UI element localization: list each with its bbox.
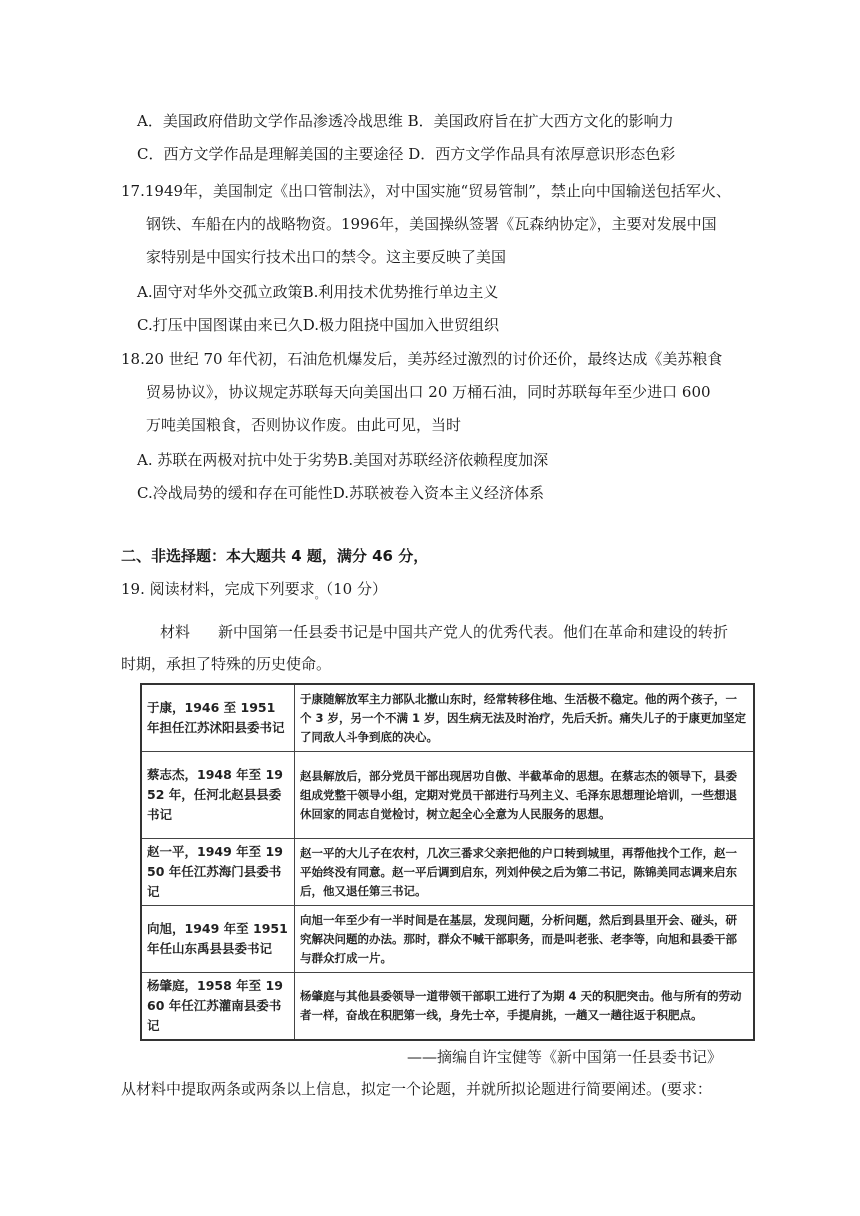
- q18-option-b: B.美国对苏联经济依赖程度加深: [337, 451, 549, 469]
- q18-stem-line3: 万吨美国粮食，否则协议作废。由此可见，当时: [146, 416, 462, 434]
- q16-option-a: A．美国政府借助文学作品渗透冷战思维: [137, 112, 403, 130]
- q18-option-a: A. 苏联在两极对抗中处于劣势: [137, 451, 338, 469]
- table-row: [141, 684, 754, 752]
- table-cell-person: 于康，1946 至 1951 年担任江苏沭阳县委书记: [141, 684, 295, 752]
- q17-options-row2: [137, 314, 499, 336]
- table-cell-deed: 赵县解放后，部分党员干部出现居功自傲、半截革命的思想。在蔡志杰的领导下，县委组成党整干领导小组，定期对党员干部进行马列主义、毛泽东思想理论培训，一些想退休回家的同志自觉检讨，树立起全心全意为人民服务的思想。: [295, 752, 755, 839]
- q19-material-line1: [160, 621, 728, 643]
- table-cell-person: 杨肇庭，1958 年至 1960 年任江苏灌南县委书记: [141, 973, 295, 1041]
- q18-option-c: C.冷战局势的缓和存在可能性: [137, 484, 333, 502]
- q17-option-b: B.利用技术优势推行单边主义: [302, 283, 499, 301]
- q17-stem-line3: 家特别是中国实行技术出口的禁令。这主要反映了美国: [146, 248, 507, 266]
- q18-stem-line1: 18.20 世纪 70 年代初，石油危机爆发后，美苏经过激烈的讨价还价，最终达成《美苏粮食: [121, 350, 723, 368]
- q18-options-row1: [137, 449, 548, 471]
- q17-stem-line2: 钢铁、车船在内的战略物资。1996年，美国操纵签署《瓦森纳协定》，主要对发展中国: [146, 215, 717, 233]
- q19-task: 从材料中提取两条或两条以上信息，拟定一个论题，并就所拟论题进行简要阐述。(要求：: [121, 1080, 712, 1098]
- table-cell-deed: 向旭一年至少有一半时间是在基层，发现问题，分析问题，然后到县里开会、碰头，研究解决问题的办法。那时，群众不喊干部职务，而是叫老张、老李等，向旭和县委干部与群众打成一片。: [295, 906, 755, 973]
- q19-mark: 。: [314, 588, 326, 601]
- table-cell-deed: 杨肇庭与其他县委领导一道带领干部职工进行了为期 4 天的积肥突击。他与所有的劳动者一样，奋战在积肥第一线，身先士卒，手提肩挑，一趟又一趟往返于积肥点。: [295, 973, 755, 1041]
- table-row: [141, 839, 754, 906]
- q19-material-text1: 新中国第一任县委书记是中国共产党人的优秀代表。他们在革命和建设的转折: [218, 623, 729, 641]
- q17-option-a: A.固守对华外交孤立政策: [137, 283, 303, 301]
- q18-stem-line2: 贸易协议》，协议规定苏联每天向美国出口 20 万桶石油，同时苏联每年至少进口 600: [146, 383, 711, 401]
- q17-option-d: D.极力阻挠中国加入世贸组织: [302, 316, 499, 334]
- q17-options-row1: [137, 281, 498, 303]
- county-secretaries-table: [140, 683, 755, 1041]
- q19-prompt: 19. 阅读材料，完成下列要求: [121, 580, 315, 598]
- table-cell-person: 向旭，1949 年至 1951 年任山东禹县县委书记: [141, 906, 295, 973]
- q16-option-b: B．美国政府旨在扩大西方文化的影响力: [407, 112, 674, 130]
- table-cell-person: 蔡志杰，1948 年至 1952 年，任河北赵县县委书记: [141, 752, 295, 839]
- table-cell-person: 赵一平，1949 年至 1950 年任江苏海门县委书记: [141, 839, 295, 906]
- q16-option-c: C．西方文学作品是理解美国的主要途径: [137, 145, 404, 163]
- q19-prompt-line: [121, 578, 387, 606]
- table-cell-deed: 于康随解放军主力部队北撤山东时，经常转移住地、生活极不稳定。他的两个孩子，一个 3 岁，另一个不满 1 岁，因生病无法及时治疗，先后夭折。痛失儿子的于康更加坚定了同敌人斗争到底的决心。: [295, 684, 755, 752]
- q16-options-row1: [137, 110, 674, 132]
- q16-option-d: D．西方文学作品具有浓厚意识形态色彩: [408, 145, 676, 163]
- section-heading: 二、非选择题：本大题共 4 题，满分 46 分，: [121, 547, 429, 565]
- q17-stem-line1: 17.1949年，美国制定《出口管制法》，对中国实施“贸易管制”，禁止向中国输送包括军火、: [121, 182, 731, 200]
- table-row: [141, 906, 754, 973]
- table-cell-deed: 赵一平的大儿子在农村，几次三番求父亲把他的户口转到城里，再帮他找个工作，赵一平始终没有同意。赵一平后调到启东，列刘仲侯之后为第二书记，陈锦美同志调来启东后，他又退任第三书记。: [295, 839, 755, 906]
- material-source: ——摘编自许宝健等《新中国第一任县委书记》: [406, 1048, 722, 1066]
- q17-option-c: C.打压中国图谋由来已久: [137, 316, 303, 334]
- q19-score: （10 分）: [325, 580, 387, 598]
- q16-options-row2: [137, 143, 675, 165]
- table-row: [141, 752, 754, 839]
- q18-options-row2: [137, 482, 544, 504]
- table-row: [141, 973, 754, 1041]
- q18-option-d: D.苏联被卷入资本主义经济体系: [332, 484, 544, 502]
- q19-material-line2: 时期，承担了特殊的历史使命。: [121, 655, 332, 673]
- q19-material-label: 材料: [160, 623, 191, 641]
